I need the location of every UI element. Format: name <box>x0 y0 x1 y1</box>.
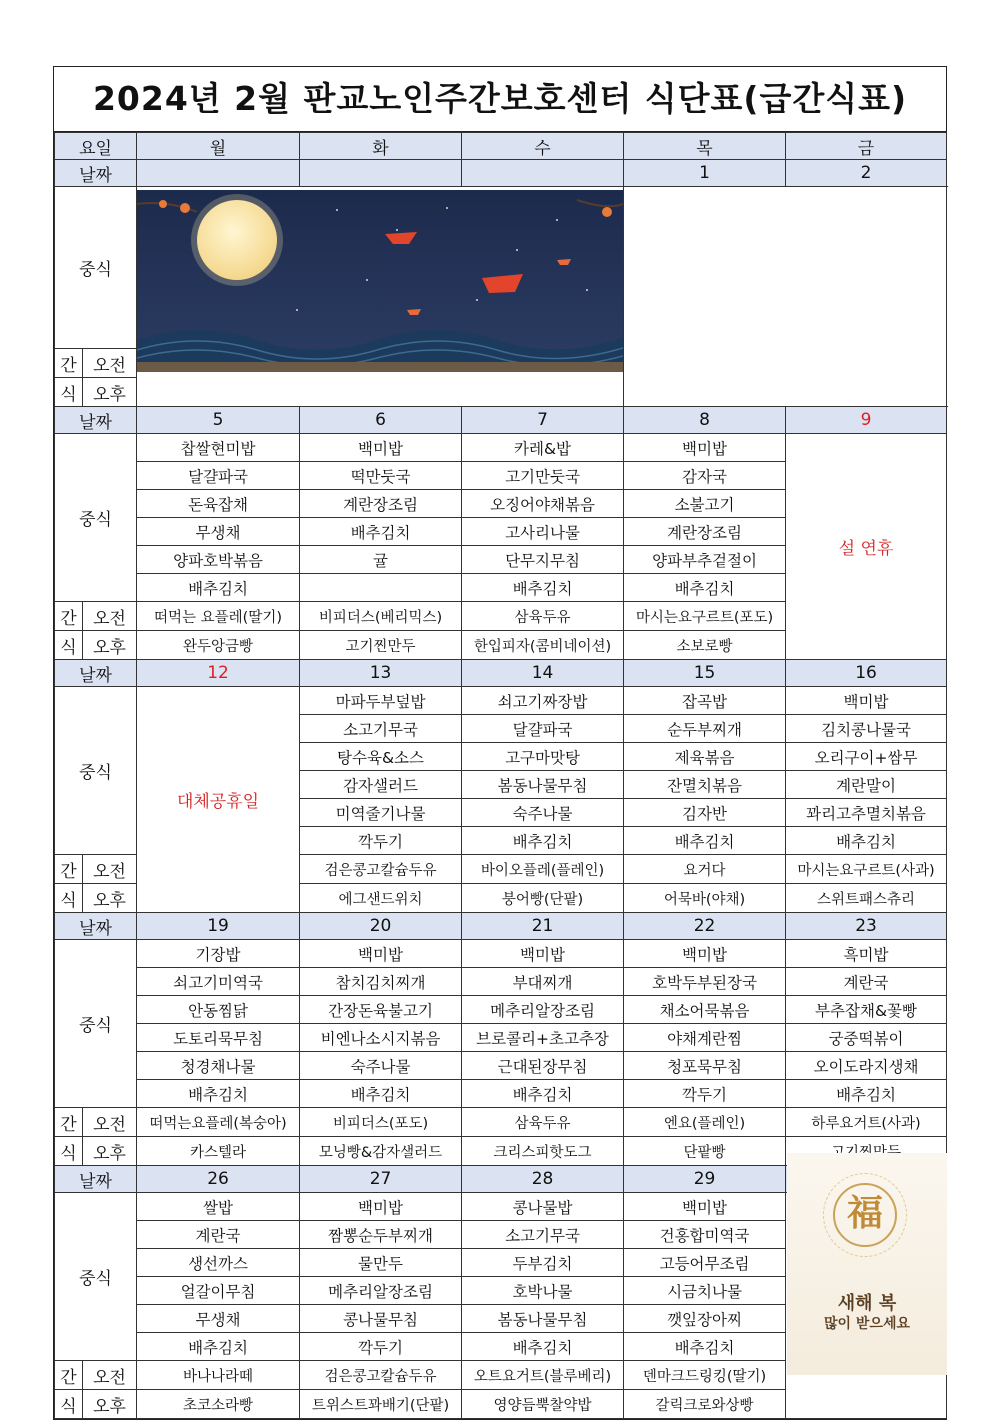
page-title: 2024년 2월 판교노인주간보호센터 식단표(급간식표) <box>54 67 946 132</box>
lunch-item: 백미밥 <box>624 1193 786 1221</box>
lunch-item: 양파부추겉절이 <box>624 546 786 574</box>
lunch-item: 감자국 <box>624 462 786 490</box>
lunch-item: 배추김치 <box>462 827 624 855</box>
snack-pm-item: 트위스트꽈배기(단팥) <box>300 1390 462 1419</box>
lunch-item: 배추김치 <box>462 1333 624 1361</box>
snack-am-item: 떠먹는 요플레(딸기) <box>137 602 300 631</box>
date-row <box>55 913 947 940</box>
lunch-label: 중식 <box>55 940 137 1108</box>
weekday-mon: 월 <box>137 133 300 160</box>
lunch-item: 무생채 <box>137 518 300 546</box>
lunch-item: 배추김치 <box>624 574 786 602</box>
snack-row <box>55 1108 947 1137</box>
date-cell-thu: 1 <box>624 160 786 187</box>
lunch-item: 김자반 <box>624 799 786 827</box>
date-cell-tue: 27 <box>300 1166 462 1193</box>
snack-am-item: 바이오플레(플레인) <box>462 855 624 884</box>
greeting-line-1: 새해 복 <box>837 1293 897 1314</box>
pm-label: 오후 <box>83 1390 137 1419</box>
lunch-label: 중식 <box>55 1193 137 1361</box>
lunch-item: 배추김치 <box>624 1333 786 1361</box>
lunch-item: 떡만둣국 <box>300 462 462 490</box>
lunch-item: 찹쌀현미밥 <box>137 434 300 462</box>
weekday-thu: 목 <box>624 133 786 160</box>
lunch-item: 두부김치 <box>462 1249 624 1277</box>
snack-label-bottom: 식 <box>55 631 83 660</box>
lunch-item: 오징어야채볶음 <box>462 490 624 518</box>
lunch-item: 카레&밥 <box>462 434 624 462</box>
lunch-item: 배추김치 <box>137 1080 300 1108</box>
lunch-item: 배추김치 <box>786 1080 947 1108</box>
date-cell-mon: 5 <box>137 407 300 434</box>
day-label: 요일 <box>55 133 137 160</box>
snack-pm-item: 초코소라빵 <box>137 1390 300 1419</box>
lunch-item: 궁중떡볶이 <box>786 1024 947 1052</box>
snack-am-item: 엔요(플레인) <box>624 1108 786 1137</box>
date-row <box>55 660 947 687</box>
lunch-item: 순두부찌개 <box>624 715 786 743</box>
lunch-item: 백미밥 <box>462 940 624 968</box>
snack-am-item: 검은콩고칼슘두유 <box>300 1361 462 1390</box>
lunch-item: 배추김치 <box>137 1333 300 1361</box>
snack-am-item: 떠먹는요플레(복숭아) <box>137 1108 300 1137</box>
snack-am-item: 하루요거트(사과) <box>786 1108 947 1137</box>
lunch-item: 계란장조림 <box>300 490 462 518</box>
snack-pm-item: 고기찐만두 <box>300 631 462 660</box>
lunch-item: 마파두부덮밥 <box>300 687 462 715</box>
lunch-item: 물만두 <box>300 1249 462 1277</box>
lunch-item: 비엔나소시지볶음 <box>300 1024 462 1052</box>
snack-label-bottom: 식 <box>55 1137 83 1166</box>
snack-label-bottom: 식 <box>55 884 83 913</box>
pm-label: 오후 <box>83 884 137 913</box>
snack-am-item: 마시는요구르트(포도) <box>624 602 786 631</box>
lunch-item: 계란국 <box>137 1221 300 1249</box>
lunch-item: 기장밥 <box>137 940 300 968</box>
holiday-note: 대체공휴일 <box>137 687 300 913</box>
lunch-item: 귤 <box>300 546 462 574</box>
snack-am-item: 마시는요구르트(사과) <box>786 855 947 884</box>
lunch-item: 계란말이 <box>786 771 947 799</box>
date-cell-wed: 21 <box>462 913 624 940</box>
weekday-header-row <box>55 133 947 160</box>
weekday-fri: 금 <box>786 133 947 160</box>
lunch-item: 고기만둣국 <box>462 462 624 490</box>
date-cell-mon <box>137 160 300 187</box>
date-cell-thu: 15 <box>624 660 786 687</box>
am-label: 오전 <box>83 1108 137 1137</box>
lunch-item: 배추김치 <box>300 518 462 546</box>
snack-label-top: 간 <box>55 602 83 631</box>
lunch-item: 잡곡밥 <box>624 687 786 715</box>
lunch-item: 감자샐러드 <box>300 771 462 799</box>
lunch-item: 쇠고기짜장밥 <box>462 687 624 715</box>
snack-am-item: 삼육두유 <box>462 602 624 631</box>
snack-am-item: 비피더스(베리믹스) <box>300 602 462 631</box>
lunch-item: 짬뽕순두부찌개 <box>300 1221 462 1249</box>
greeting-line-2: 많이 받으세요 <box>823 1316 911 1332</box>
snack-am-item: 비피더스(포도) <box>300 1108 462 1137</box>
lunch-item: 콩나물밥 <box>462 1193 624 1221</box>
snack-am-item: 바나나라떼 <box>137 1361 300 1390</box>
date-cell-mon: 12 <box>137 660 300 687</box>
lunch-row <box>55 1080 947 1108</box>
snack-pm-item: 붕어빵(단팥) <box>462 884 624 913</box>
lunch-item: 탕수육&소스 <box>300 743 462 771</box>
snack-pm-item: 소보로빵 <box>624 631 786 660</box>
lunch-item: 깍두기 <box>300 1333 462 1361</box>
snack-label-top: 간 <box>55 1361 83 1390</box>
lunch-item: 소불고기 <box>624 490 786 518</box>
lunch-item: 흑미밥 <box>786 940 947 968</box>
am-label: 오전 <box>83 602 137 631</box>
snack-pm-item: 모닝빵&감자샐러드 <box>300 1137 462 1166</box>
lunch-label: 중식 <box>55 434 137 602</box>
lunch-row <box>55 1024 947 1052</box>
date-label: 날짜 <box>55 660 137 687</box>
lunch-item: 오이도라지생채 <box>786 1052 947 1080</box>
date-label: 날짜 <box>55 913 137 940</box>
lunch-item: 봄동나물무침 <box>462 771 624 799</box>
lunch-item: 깍두기 <box>300 827 462 855</box>
lunch-item: 소고기무국 <box>300 715 462 743</box>
lunch-item: 안동찜닭 <box>137 996 300 1024</box>
snack-pm-item: 에그샌드위치 <box>300 884 462 913</box>
lunch-item: 배추김치 <box>624 827 786 855</box>
lunch-item: 봄동나물무침 <box>462 1305 624 1333</box>
snack-pm-item: 크리스피핫도그 <box>462 1137 624 1166</box>
snack-pm-item: 영양듬뿍찰약밥 <box>462 1390 624 1419</box>
date-cell-tue: 20 <box>300 913 462 940</box>
date-cell-tue <box>300 160 462 187</box>
lunch-item: 돈육잡채 <box>137 490 300 518</box>
snack-pm-item: 단팥빵 <box>624 1137 786 1166</box>
lunch-item: 쌀밥 <box>137 1193 300 1221</box>
snack-label-top: 간 <box>55 1108 83 1137</box>
fortune-seal-icon: 福 <box>833 1183 897 1247</box>
weekday-tue: 화 <box>300 133 462 160</box>
illustration-cell <box>624 187 947 407</box>
lunch-item: 달걀파국 <box>462 715 624 743</box>
lunch-item: 백미밥 <box>300 1193 462 1221</box>
am-label: 오전 <box>83 855 137 884</box>
snack-am-item: 덴마크드링킹(딸기) <box>624 1361 786 1390</box>
date-cell-thu: 22 <box>624 913 786 940</box>
new-year-greeting-card <box>787 1153 947 1375</box>
lunch-item <box>300 574 462 602</box>
lunch-item: 고사리나물 <box>462 518 624 546</box>
lunch-item: 백미밥 <box>624 434 786 462</box>
am-label: 오전 <box>83 1361 137 1390</box>
lunch-item: 배추김치 <box>137 574 300 602</box>
lunch-row <box>55 968 947 996</box>
date-cell-fri: 16 <box>786 660 947 687</box>
lunch-label: 중식 <box>55 687 137 855</box>
date-cell-wed: 7 <box>462 407 624 434</box>
lunch-item: 청경채나물 <box>137 1052 300 1080</box>
lunch-item: 근대된장무침 <box>462 1052 624 1080</box>
lunch-item: 얼갈이무침 <box>137 1277 300 1305</box>
date-row <box>55 407 947 434</box>
lunch-item: 꽈리고추멸치볶음 <box>786 799 947 827</box>
lunch-item: 백미밥 <box>300 940 462 968</box>
lunch-item: 양파호박볶음 <box>137 546 300 574</box>
snack-am-item: 삼육두유 <box>462 1108 624 1137</box>
lunch-item: 김치콩나물국 <box>786 715 947 743</box>
pm-label: 오후 <box>83 631 137 660</box>
holiday-note: 설 연휴 <box>786 434 947 660</box>
lunch-item: 호박나물 <box>462 1277 624 1305</box>
lunch-item: 백미밥 <box>300 434 462 462</box>
pm-label: 오후 <box>83 378 137 407</box>
lunch-item: 청포묵무침 <box>624 1052 786 1080</box>
lunch-item: 계란국 <box>786 968 947 996</box>
date-row <box>55 160 947 187</box>
lunch-item: 배추김치 <box>462 574 624 602</box>
lunch-item: 달걀파국 <box>137 462 300 490</box>
lunch-item: 야채계란찜 <box>624 1024 786 1052</box>
lunch-item: 무생채 <box>137 1305 300 1333</box>
lunch-item: 백미밥 <box>624 940 786 968</box>
date-label: 날짜 <box>55 1166 137 1193</box>
lunch-item: 깍두기 <box>624 1080 786 1108</box>
lunch-item: 메추리알장조림 <box>462 996 624 1024</box>
snack-label-bottom: 식 <box>55 1390 83 1419</box>
lunch-item: 호박두부된장국 <box>624 968 786 996</box>
lunch-item: 부대찌개 <box>462 968 624 996</box>
lunch-item: 숙주나물 <box>462 799 624 827</box>
lunch-item: 참치김치찌개 <box>300 968 462 996</box>
snack-pm-item: 완두앙금빵 <box>137 631 300 660</box>
lunch-row <box>55 434 947 462</box>
lunch-item: 고등어무조림 <box>624 1249 786 1277</box>
lunch-item: 도토리묵무침 <box>137 1024 300 1052</box>
snack-pm-item: 한입피자(콤비네이션) <box>462 631 624 660</box>
lunch-item: 계란장조림 <box>624 518 786 546</box>
weekday-wed: 수 <box>462 133 624 160</box>
snack-label-top: 간 <box>55 855 83 884</box>
lunch-item: 시금치나물 <box>624 1277 786 1305</box>
lunch-row <box>55 687 947 715</box>
date-cell-tue: 6 <box>300 407 462 434</box>
lunch-item: 배추김치 <box>300 1080 462 1108</box>
lunch-item: 콩나물무침 <box>300 1305 462 1333</box>
lunch-item: 쇠고기미역국 <box>137 968 300 996</box>
lunch-row <box>55 996 947 1024</box>
lunch-item: 생선까스 <box>137 1249 300 1277</box>
lunch-item: 브로콜리+초고추장 <box>462 1024 624 1052</box>
lunch-item: 제육볶음 <box>624 743 786 771</box>
date-cell-thu: 29 <box>624 1166 786 1193</box>
date-label: 날짜 <box>55 407 137 434</box>
lunch-item: 간장돈육불고기 <box>300 996 462 1024</box>
date-cell-wed <box>462 160 624 187</box>
lunch-item: 채소어묵볶음 <box>624 996 786 1024</box>
snack-am-item: 요거다 <box>624 855 786 884</box>
snack-pm-item: 어묵바(야채) <box>624 884 786 913</box>
lunch-item: 건홍합미역국 <box>624 1221 786 1249</box>
date-cell-mon: 19 <box>137 913 300 940</box>
lunch-item: 깻잎장아찌 <box>624 1305 786 1333</box>
snack-label-bottom: 식 <box>55 378 83 407</box>
lunch-item: 배추김치 <box>786 827 947 855</box>
date-cell-tue: 13 <box>300 660 462 687</box>
date-cell-wed: 14 <box>462 660 624 687</box>
lunch-item: 메추리알장조림 <box>300 1277 462 1305</box>
lunch-item: 오리구이+쌈무 <box>786 743 947 771</box>
pm-label: 오후 <box>83 1137 137 1166</box>
date-label: 날짜 <box>55 160 137 187</box>
lunch-label: 중식 <box>55 187 137 349</box>
snack-pm-item: 카스텔라 <box>137 1137 300 1166</box>
lunch-item: 백미밥 <box>786 687 947 715</box>
snack-pm-item: 갈릭크로와상빵 <box>624 1390 786 1419</box>
date-cell-fri: 9 <box>786 407 947 434</box>
lunch-item: 단무지무침 <box>462 546 624 574</box>
date-cell-thu: 8 <box>624 407 786 434</box>
moon-night-illustration <box>137 190 623 372</box>
snack-pm-item: 스위트패스츄리 <box>786 884 947 913</box>
lunch-item: 배추김치 <box>462 1080 624 1108</box>
date-cell-wed: 28 <box>462 1166 624 1193</box>
snack-am-item: 오트요거트(블루베리) <box>462 1361 624 1390</box>
date-cell-fri: 2 <box>786 160 947 187</box>
date-cell-mon: 26 <box>137 1166 300 1193</box>
lunch-item: 부추잡채&꽃빵 <box>786 996 947 1024</box>
lunch-row <box>55 1052 947 1080</box>
snack-am-item: 검은콩고칼슘두유 <box>300 855 462 884</box>
lunch-item: 숙주나물 <box>300 1052 462 1080</box>
lunch-row <box>55 940 947 968</box>
lunch-item: 고구마맛탕 <box>462 743 624 771</box>
lunch-item: 소고기무국 <box>462 1221 624 1249</box>
lunch-item: 잔멸치볶음 <box>624 771 786 799</box>
am-label: 오전 <box>83 349 137 378</box>
lunch-item: 미역줄기나물 <box>300 799 462 827</box>
date-cell-fri: 23 <box>786 913 947 940</box>
snack-label-top: 간 <box>55 349 83 378</box>
